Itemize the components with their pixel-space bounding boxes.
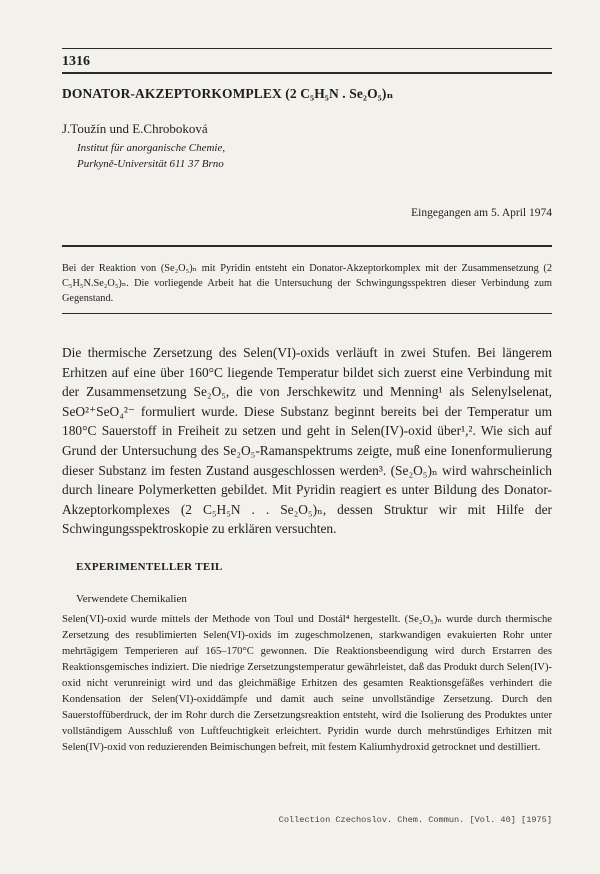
author-affiliation [77, 141, 225, 172]
footer-citation: Collection Czechoslov. Chem. Commun. [Vol. 40] [1975] [278, 815, 552, 825]
article-authors: J.Toužín und E.Chroboková [62, 121, 208, 136]
section-heading: EXPERIMENTELLER TEIL [76, 561, 223, 573]
abstract-bottom-rule [62, 313, 552, 314]
header-rule [62, 72, 552, 74]
received-date: Eingegangen am 5. April 1974 [411, 207, 552, 219]
introduction-paragraph: Die thermische Zersetzung des Selen(VI)-oxids verläuft in zwei Stufen. Bei längerem Erhitzen auf eine über 160°C liegende Temperatur bildet sich zuerst eine Verbindung mit der Zusammensetzung Se₂O₅, die von Jerschkewitz und Menning¹ als Selenylselenat, SeO²⁺SeO₄²⁻ formuliert wurde. Diese Substanz beginnt bereits bei der Temperatur um 180°C Sauerstoff in Freiheit zu setzen und geht in Selen(IV)-oxid über¹,². Wie sich auf Grund der Untersuchung des Se₂O₅-Ramanspektrums zeigte, muß eine Ionenformulierung dieser Substanz im festen Zustand ausgeschlossen werden³. (Se₂O₅)ₙ wird wahrscheinlich durch lineare Polymerketten gebildet. Mit Pyridin reagiert es unter Bildung des Donator-Akzeptorkomplexes (2 C₅H₅N . . Se₂O₅)ₙ, dessen Struktur wir mit Hilfe der Schwingungsspektroskopie zu erklären versuchten. [62, 345, 552, 537]
article-title: DONATOR-AKZEPTORKOMPLEX (2 C₅H₅N . Se₂O₅)ₙ [62, 86, 394, 101]
abstract-text: Bei der Reaktion von (Se₂O₅)ₙ mit Pyridin entsteht ein Donator-Akzeptorkomplex mit der Zusammensetzung (2 C₅H₅N.Se₂O₅)ₙ. Die vorliegende Arbeit hat die Untersuchung der Schwingungsspektren dieser Verbindung zum Gegenstand. [62, 263, 552, 304]
abstract-top-rule [62, 245, 552, 247]
page-number: 1316 [62, 54, 90, 69]
section-body-paragraph: Selen(VI)-oxid wurde mittels der Methode von Toul und Dostál⁴ hergestellt. (Se₂O₅)ₙ wurde durch thermische Zersetzung des resublimierten Selen(VI)-oxids im zugeschmolzenen, starkwandigen evakuierten Rohr unter mehrtägigem Temperieren auf 165–170°C gewonnen. Die Reaktionsbeendigung wird durch Erstarren des Reaktionsgemisches indiziert. Die niedrige Zersetzungstemperatur gewährleistet, daß das Produkt durch Selen(IV)-oxid nicht verunreinigt wird und das gleichmäßige Erhitzen des gesamten Reaktionsgefäßes verhindert die Kondensation der Selen(VI)-oxiddämpfe und damit auch seine unvollständige Zersetzung. Durch den Sauerstoffüberdruck, der im Rohr durch die Zersetzungsreaktion entsteht, wird die Isolierung des Produktes unter vollständigem Ausschluß von Luftfeuchtigkeit erleichtert. Pyridin wurde durch mehrstündiges Erhitzen mit Selen(IV)-oxid von reduzierenden Beimischungen befreit, mit festem Kaliumhydroxid getrocknet und destilliert. [62, 614, 552, 753]
subsection-heading: Verwendete Chemikalien [76, 593, 187, 605]
affiliation-line-1: Institut für anorganische Chemie, [77, 142, 226, 154]
top-rule-thin [62, 48, 552, 49]
affiliation-line-2: Purkyně-Universität 611 37 Brno [77, 157, 224, 170]
